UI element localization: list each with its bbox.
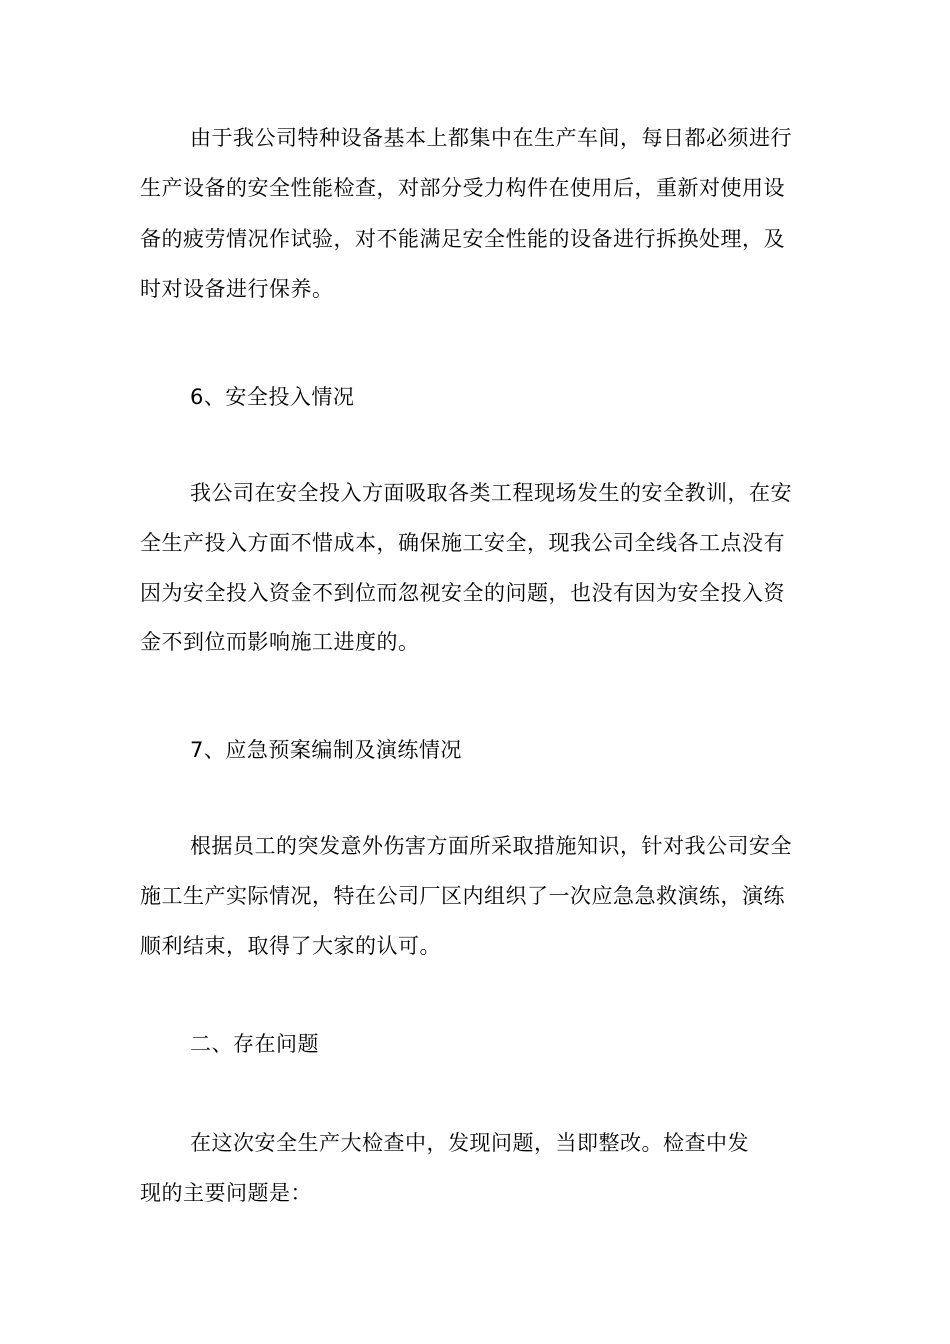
paragraph-line: 在这次安全生产大检查中，发现问题，当即整改。检查中发 (190, 1131, 749, 1155)
section-heading-problems: 二、存在问题 (190, 1032, 319, 1056)
paragraph-line: 生产设备的安全性能检查，对部分受力构件在使用后，重新对使用设 (140, 176, 785, 200)
paragraph-line: 金不到位而影响施工进度的。 (140, 630, 420, 654)
paragraph-line: 由于我公司特种设备基本上都集中在生产车间，每日都必须进行 (190, 126, 792, 150)
paragraph-line: 我公司在安全投入方面吸取各类工程现场发生的安全教训，在安 (190, 481, 792, 505)
paragraph-line: 全生产投入方面不惜成本，确保施工安全，现我公司全线各工点没有 (140, 531, 785, 555)
paragraph-line: 时对设备进行保养。 (140, 277, 334, 301)
paragraph-line: 顺利结束，取得了大家的认可。 (140, 934, 441, 958)
paragraph-line: 根据员工的突发意外伤害方面所采取措施知识，针对我公司安全 (190, 834, 792, 858)
section-heading-6: 6、安全投入情况 (190, 385, 355, 409)
paragraph-line: 备的疲劳情况作试验，对不能满足安全性能的设备进行拆换处理，及 (140, 227, 785, 251)
paragraph-line: 因为安全投入资金不到位而忽视安全的问题，也没有因为安全投入资 (140, 581, 785, 605)
paragraph-line: 现的主要问题是： (140, 1181, 312, 1205)
paragraph-line: 施工生产实际情况，特在公司厂区内组织了一次应急急救演练，演练 (140, 884, 785, 908)
section-heading-7: 7、应急预案编制及演练情况 (190, 738, 462, 762)
